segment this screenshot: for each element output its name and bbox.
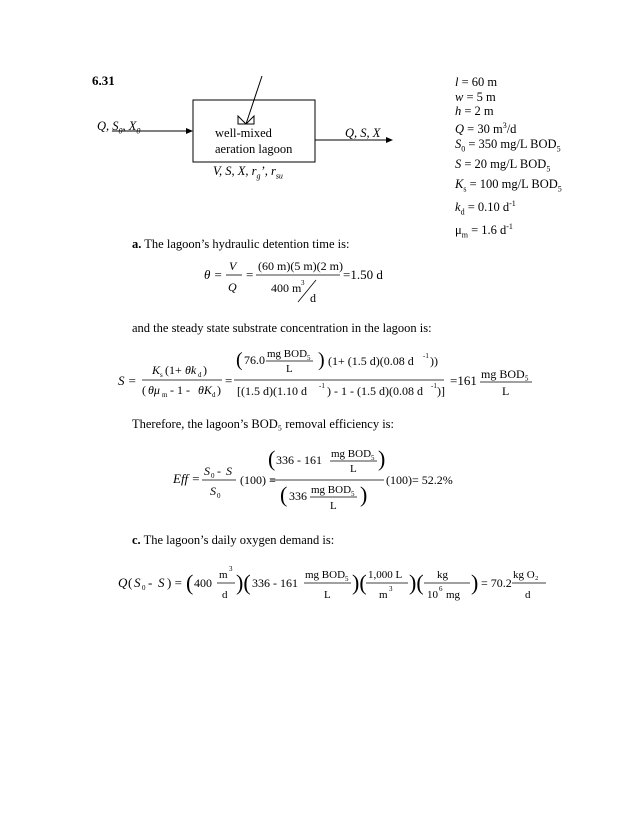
- given-item-w: w = 5 m: [455, 89, 496, 104]
- svg-text:S: S: [134, 575, 141, 590]
- s-unit-den: L: [502, 384, 510, 398]
- svg-text:L: L: [350, 463, 357, 475]
- svg-text:mg BOD: mg BOD: [267, 348, 308, 360]
- svg-text:76.0: 76.0: [244, 353, 265, 367]
- svg-text:6: 6: [439, 585, 443, 593]
- svg-text:d: d: [212, 391, 216, 399]
- svg-text:V: V: [229, 259, 237, 273]
- given-list: [455, 75, 562, 243]
- svg-text:-1: -1: [423, 352, 429, 360]
- svg-text:)(: )(: [236, 570, 251, 595]
- svg-text:): ): [318, 349, 325, 371]
- problem-number: 6.31: [92, 73, 115, 88]
- part-c-line: [132, 533, 334, 548]
- svg-text:=: =: [225, 373, 233, 388]
- svg-text:0: 0: [211, 472, 215, 480]
- svg-text:θk: θk: [185, 363, 197, 377]
- svg-text:): ): [217, 383, 221, 397]
- svg-text:336: 336: [289, 489, 307, 503]
- svg-text:0: 0: [217, 492, 221, 500]
- part-a-mid: and the steady state substrate concentration in the lagoon is:: [132, 321, 432, 335]
- svg-text:336 - 161: 336 - 161: [252, 576, 298, 590]
- part-c-intro: The lagoon’s daily oxygen demand is:: [143, 533, 335, 547]
- svg-text:400: 400: [194, 576, 212, 590]
- o2-unit-den: d: [525, 589, 531, 601]
- svg-text:S: S: [204, 464, 210, 478]
- box-line1: well-mixed: [215, 126, 272, 140]
- svg-text:L: L: [324, 589, 331, 601]
- box-line2: aeration lagoon: [215, 142, 293, 156]
- svg-text:)(: )(: [409, 570, 424, 595]
- part-c-marker: c.: [132, 533, 141, 547]
- svg-text:5: 5: [307, 354, 311, 362]
- svg-text:Eff =: Eff =: [173, 471, 201, 486]
- given-item-h: h = 2 m: [455, 104, 494, 119]
- svg-text:d: d: [310, 291, 316, 305]
- svg-text:[(1.5 d)(1.10 d: [(1.5 d)(1.10 d: [237, 384, 307, 398]
- svg-text:5: 5: [371, 454, 375, 462]
- svg-text:(: (: [236, 349, 243, 371]
- svg-text:-: -: [217, 464, 221, 478]
- svg-text:S: S: [210, 484, 216, 498]
- svg-text:mg BOD: mg BOD: [305, 569, 346, 581]
- o2-unit-num: kg O₂: [513, 569, 539, 581]
- svg-text:1,000 L: 1,000 L: [368, 569, 403, 581]
- svg-text:K: K: [152, 363, 161, 377]
- svg-text:S: S: [158, 575, 165, 590]
- svg-text:5: 5: [351, 490, 355, 498]
- svg-text:S =: S =: [118, 373, 137, 388]
- given-item-Q: Q = 30 $m^3/d$: [455, 120, 517, 136]
- svg-text:- 1 -: - 1 -: [170, 383, 190, 397]
- eff-result: (100)= 52.2%: [386, 473, 453, 487]
- svg-text:m: m: [162, 391, 168, 399]
- svg-text:-: -: [148, 575, 153, 590]
- svg-text:(100) =: (100) =: [240, 473, 276, 487]
- outflow-label: Q, S, X: [345, 126, 381, 140]
- svg-text:): ): [203, 363, 207, 377]
- svg-text:(60 m)(5 m)(2 m): (60 m)(5 m)(2 m): [258, 259, 343, 273]
- svg-text:m: m: [219, 569, 228, 581]
- svg-text:(: (: [186, 570, 194, 595]
- svg-text:400 m: 400 m: [271, 281, 302, 295]
- svg-text:mg BOD: mg BOD: [331, 448, 372, 460]
- svg-text:L: L: [330, 500, 337, 512]
- svg-text:3: 3: [389, 585, 393, 593]
- svg-text:=: =: [246, 267, 254, 282]
- svg-text:-1: -1: [431, 382, 437, 390]
- svg-text:Q: Q: [118, 575, 128, 590]
- svg-text:(1+: (1+: [165, 363, 182, 377]
- svg-text:(: (: [142, 383, 146, 397]
- svg-text:(: (: [128, 575, 133, 590]
- svg-text:m: m: [379, 589, 388, 601]
- svg-text:3: 3: [301, 279, 305, 287]
- efficiency-equation: [0, 438, 638, 516]
- svg-text:): ): [360, 482, 368, 507]
- part-a-marker: a.: [132, 237, 142, 251]
- svg-text:Q: Q: [228, 280, 237, 294]
- outflow-arrowhead-icon: [386, 137, 393, 143]
- inflow-arrowhead-icon: [186, 128, 193, 134]
- svg-text:mg BOD: mg BOD: [311, 484, 352, 496]
- given-item-S0: $S_0 = 350$ mg/L $BOD_5$: [455, 136, 561, 154]
- svg-text:L: L: [286, 363, 293, 375]
- svg-text:336 - 161: 336 - 161: [276, 453, 322, 467]
- theta-equation: [0, 250, 638, 310]
- svg-text:-1: -1: [319, 382, 325, 390]
- svg-text:d: d: [198, 371, 202, 379]
- svg-text:3: 3: [229, 565, 233, 573]
- o2-result: = 70.2: [481, 576, 512, 590]
- given-item-mum: $\mu_m = 1.6$ $d^{-1}$: [455, 222, 513, 240]
- svg-text:(: (: [280, 482, 288, 507]
- svg-text:s: s: [160, 371, 163, 379]
- part-a-eff-intro: Therefore, the lagoon’s BOD₅ removal efficiency is:: [132, 417, 395, 431]
- svg-text:5: 5: [345, 575, 349, 583]
- svg-text:): ): [378, 446, 386, 471]
- svg-text:kg: kg: [437, 569, 448, 581]
- given-item-l: l = 60 m: [455, 75, 498, 89]
- given-item-Ks: $K_s = 100$ mg/L $BOD_5$: [455, 176, 562, 194]
- svg-text:0: 0: [142, 584, 146, 592]
- svg-text:)(: )(: [352, 570, 367, 595]
- svg-text:S: S: [226, 464, 232, 478]
- svg-text:(1+ (1.5 d)(0.08 d: (1+ (1.5 d)(0.08 d: [328, 354, 414, 368]
- theta-result: =1.50 d: [343, 267, 383, 282]
- svg-text:mg: mg: [446, 589, 461, 601]
- part-a-intro: The lagoon’s hydraulic detention time is:: [144, 237, 350, 251]
- svg-text:) =: ) =: [167, 575, 182, 590]
- inflow-label: Q, $S_0$, $X_0$: [97, 119, 141, 136]
- oxygen-demand-equation: [0, 556, 638, 612]
- svg-text:θ =: θ =: [204, 267, 223, 282]
- given-item-S: S = 20 mg/L $BOD_5$: [455, 156, 551, 174]
- svg-text:10: 10: [427, 589, 438, 601]
- svg-text:): ): [471, 570, 479, 595]
- below-box-label: V, S, X, $r_g$’, $r_{su}$: [213, 164, 283, 181]
- svg-text:d: d: [222, 589, 228, 601]
- svg-text:)]: )]: [437, 384, 445, 398]
- svg-text:) - 1 - (1.5 d)(0.08 d: ) - 1 - (1.5 d)(0.08 d: [327, 384, 423, 398]
- given-item-kd: $k_d = 0.10$ $d^{-1}$: [455, 198, 516, 217]
- svg-text:θμ: θμ: [148, 383, 160, 397]
- s-unit-num: mg BOD₅: [481, 367, 529, 381]
- svg-text:θK: θK: [198, 383, 212, 397]
- svg-text:(: (: [268, 446, 276, 471]
- svg-text:)): )): [430, 354, 438, 368]
- s-equation: [0, 338, 638, 400]
- s-result: =161: [450, 373, 477, 388]
